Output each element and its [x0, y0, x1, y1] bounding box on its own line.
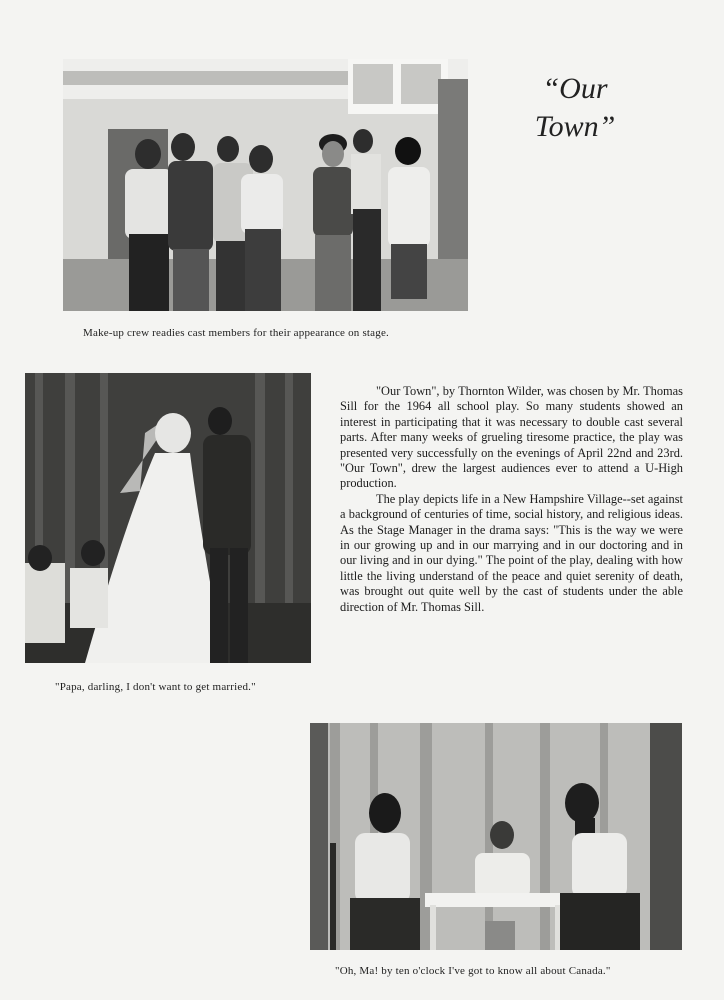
caption-bride-scene: "Papa, darling, I don't want to get married."	[55, 681, 256, 693]
title-line-2: Town”	[534, 110, 616, 143]
article-body	[340, 384, 683, 615]
photo-makeup-crew	[63, 59, 468, 311]
photo-bride-scene	[25, 373, 311, 663]
caption-makeup-crew: Make-up crew readies cast members for their appearance on stage.	[83, 327, 389, 339]
photo-kitchen-scene	[310, 723, 682, 950]
caption-kitchen-scene: "Oh, Ma! by ten o'clock I've got to know all about Canada."	[335, 965, 611, 977]
article-paragraph: The play depicts life in a New Hampshire Village--set against a background of centuries of time, social history, and religious ideas. As the Stage Manager in the drama says: "This is the way we were in our growing up and in our marrying and in our doctoring and in our living and in our dying." The point of the play, dealing with how little the living understand of the peace and quiet serenity of death, was brought out quite well by the cast of students under the able direction of Mr. Thomas Sill.	[340, 491, 683, 614]
article-paragraph: "Our Town", by Thornton Wilder, was chosen by Mr. Thomas Sill for the 1964 all school play. So many students showed an interest in participating that it was necessary to double cast several parts. After many weeks of grueling tiresome practice, the play was presented very successfully on the evenings of April 22nd and 23rd. "Our Town", drew the largest audiences ever to attend a U-High production.	[340, 384, 683, 491]
title-line-1: “Our	[542, 72, 608, 105]
page-title	[500, 70, 650, 146]
